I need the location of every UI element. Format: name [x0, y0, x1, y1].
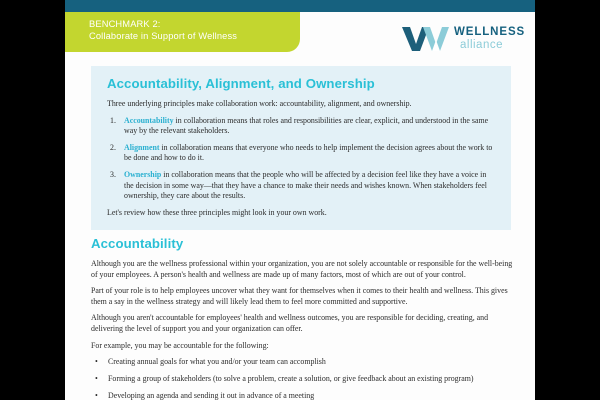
header-top-bar: [65, 0, 535, 12]
benchmark-banner-line2: Collaborate in Support of Wellness: [89, 31, 238, 42]
section-paragraph: For example, you may be accountable for the following:: [91, 340, 269, 350]
list-item-number: 2.: [110, 142, 116, 152]
logo-wordmark: [454, 27, 525, 51]
logo-word-wellness: WELLNESS: [454, 26, 526, 38]
bullet-icon: •: [95, 373, 98, 383]
list-item-number: 3.: [110, 169, 116, 179]
bullet-icon: •: [95, 356, 98, 366]
list-item-text: Developing an agenda and sending it out in advance of a meeting: [108, 391, 315, 400]
section-paragraph: Part of your role is to help employees uncover what they want for themselves when it comes to their health and wellness. This gives them a say in the wellness strategy and will likely lead them to feel more committed and supportive.: [91, 286, 508, 306]
list-item-term: Alignment: [124, 142, 160, 152]
wellness-alliance-logo: [401, 22, 526, 56]
section-paragraph: Although you aren't accountable for employees' health and wellness outcomes, you are responsible for deciding, creating, and delivering the level of support you and your organization can offer.: [91, 313, 489, 333]
logo-word-alliance: alliance: [460, 38, 503, 51]
list-item-term: Ownership: [124, 169, 162, 179]
list-item-number: 1.: [110, 115, 116, 125]
wa-monogram-icon: [401, 24, 451, 54]
benchmark-banner: [65, 12, 300, 52]
list-item: [107, 143, 495, 164]
list-item-text: in collaboration means that everyone who needs to help implement the decision agrees about the work to be done and how to do it.: [124, 142, 493, 163]
section-paragraph: Although you are the wellness professional within your organization, you are not solely accountable or responsible for the well-being of your employees. A person's health and wellness are made up of many factors, most of which are out of your control.: [91, 259, 513, 279]
list-item: [107, 170, 495, 202]
list-item: [91, 391, 515, 400]
list-item: [107, 116, 495, 137]
bullet-icon: •: [95, 390, 98, 400]
accountable-for-list: [91, 357, 515, 400]
list-item-text: in collaboration means that roles and responsibilities are clear, explicit, and understood in the same way by the relevant stakeholders.: [124, 115, 489, 136]
principles-callout-box: [91, 66, 511, 230]
callout-closing-paragraph: Let's review how these three principles might look in your own work.: [107, 207, 327, 217]
benchmark-banner-line1: BENCHMARK 2:: [89, 19, 161, 29]
principles-list: [107, 116, 495, 202]
accountability-section: [91, 236, 515, 400]
list-item-text: in collaboration means that the people who will be affected by a decision feel like they have a voice in the decision in some way—that they have a chance to make their needs and wishes known. When stakeholders feel ownership, they care about the results.: [124, 169, 487, 201]
callout-intro-paragraph: Three underlying principles make collaboration work: accountability, alignment, and ownership.: [107, 99, 412, 108]
section-heading: Accountability: [91, 236, 184, 251]
list-item: [91, 357, 515, 368]
list-item-text: Creating annual goals for what you and/or your team can accomplish: [108, 357, 326, 367]
list-item-term: Accountability: [124, 115, 174, 125]
list-item: [91, 374, 515, 385]
callout-heading: Accountability, Alignment, and Ownership: [107, 76, 375, 91]
list-item-text: Forming a group of stakeholders (to solve a problem, create a solution, or give feedback about an existing program): [108, 374, 474, 384]
document-page: [65, 0, 535, 400]
